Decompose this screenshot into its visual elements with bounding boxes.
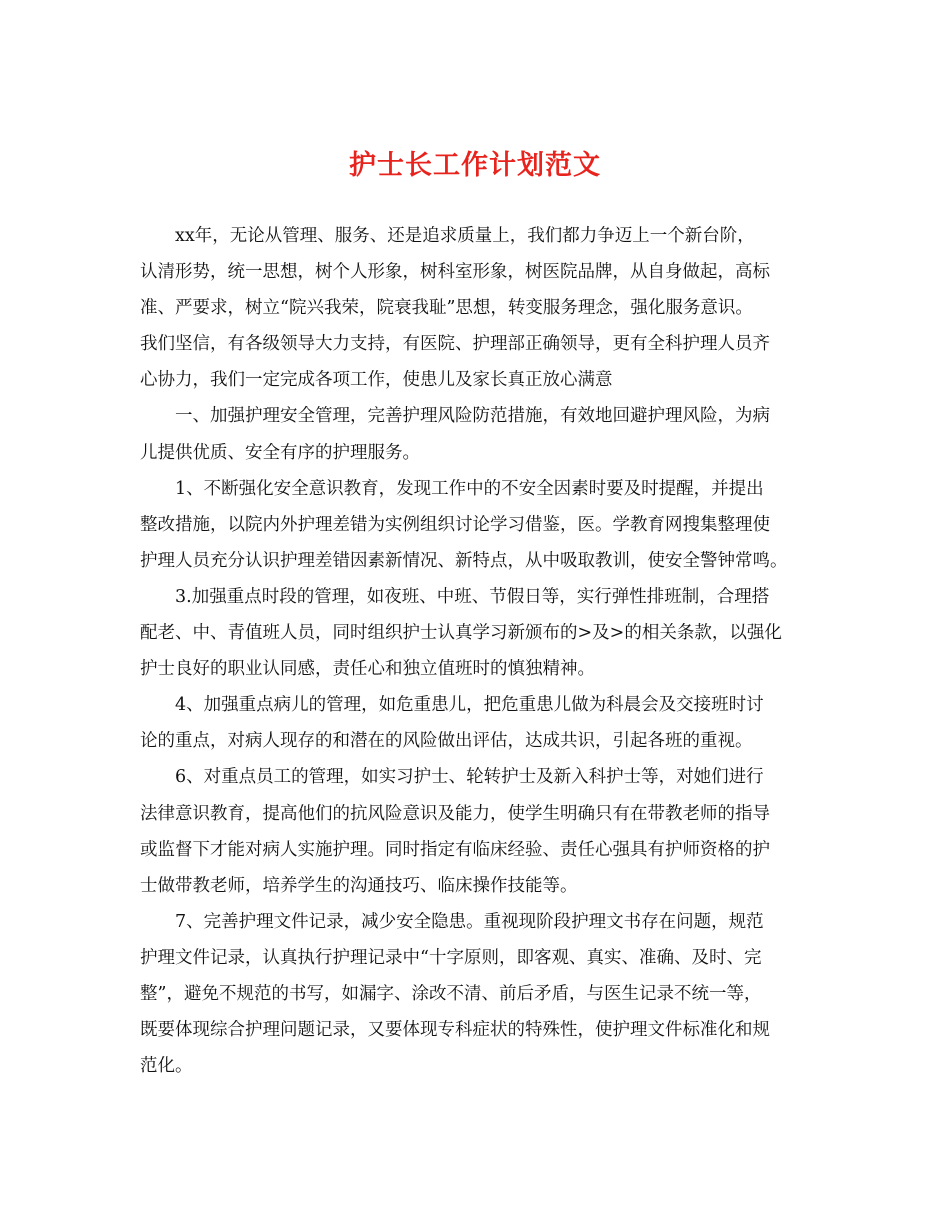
paragraph-line: 论的重点，对病人现存的和潜在的风险做出评估，达成共识，引起各班的重视。 — [140, 731, 753, 752]
paragraph-line: 准、严要求，树立“院兴我荣，院衰我耻”思想，转变服务理念，强化服务意识。 — [140, 298, 753, 319]
document-title: 护士长工作计划范文 — [349, 150, 601, 181]
paragraph-line: 儿提供优质、安全有序的护理服务。 — [140, 442, 420, 463]
paragraph — [140, 904, 812, 1084]
document-body — [140, 218, 812, 1084]
paragraph-line: 既要体现综合护理问题记录，又要体现专科症状的特殊性，使护理文件标准化和规 — [140, 1020, 770, 1041]
paragraph-line: 我们坚信，有各级领导大力支持，有医院、护理部正确领导，更有全科护理人员齐 — [140, 334, 770, 355]
paragraph-line: 法律意识教育，提高他们的抗风险意识及能力，使学生明确只有在带教老师的指导 — [140, 803, 770, 824]
paragraph — [140, 218, 812, 398]
paragraph-line: 护士良好的职业认同感，责任心和独立值班时的慎独精神。 — [140, 659, 595, 680]
paragraph-line: 1、不断强化安全意识教育，发现工作中的不安全因素时要及时提醒，并提出 — [175, 478, 764, 499]
paragraph-line: 认清形势，统一思想，树个人形象，树科室形象，树医院品牌，从自身做起，高标 — [140, 262, 770, 283]
paragraph-line: 6、对重点员工的管理，如实习护士、轮转护士及新入科护士等，对她们进行 — [175, 767, 764, 788]
paragraph-line: 护理人员充分认识护理差错因素新情况、新特点，从中吸取教训，使安全警钟常鸣。 — [140, 550, 788, 571]
paragraph-line: 范化。 — [140, 1056, 193, 1077]
paragraph — [140, 398, 812, 470]
paragraph — [140, 759, 812, 903]
paragraph — [140, 579, 812, 687]
paragraph-line: 或监督下才能对病人实施护理。同时指定有临床经验、责任心强具有护师资格的护 — [140, 839, 770, 860]
paragraph-line: 整”，避免不规范的书写，如漏字、涂改不清、前后矛盾，与医生记录不统一等， — [140, 983, 762, 1004]
paragraph-line: 一、加强护理安全管理，完善护理风险防范措施，有效地回避护理风险，为病 — [175, 406, 770, 427]
paragraph — [140, 687, 812, 759]
paragraph-line: 7、完善护理文件记录，减少安全隐患。重视现阶段护理文书存在问题，规范 — [175, 911, 764, 932]
paragraph — [140, 471, 812, 579]
paragraph-line: 配老、中、青值班人员，同时组织护士认真学习新颁布的>及>的相关条款，以强化 — [140, 623, 782, 644]
paragraph-line: xx年，无论从管理、服务、还是追求质量上，我们都力争迈上一个新台阶， — [175, 226, 755, 246]
paragraph-line: 心协力，我们一定完成各项工作，使患儿及家长真正放心满意 — [140, 370, 613, 391]
paragraph-line: 整改措施，以院内外护理差错为实例组织讨论学习借鉴，医。学教育网搜集整理使 — [140, 514, 770, 535]
paragraph-line: 3.加强重点时段的管理，如夜班、中班、节假日等，实行弹性排班制，合理搭 — [175, 586, 770, 607]
paragraph-line: 护理文件记录，认真执行护理记录中“十字原则，即客观、真实、准确、及时、完 — [140, 947, 762, 968]
paragraph-line: 4、加强重点病儿的管理，如危重患儿，把危重患儿做为科晨会及交接班时讨 — [175, 695, 764, 716]
paragraph-line: 士做带教老师，培养学生的沟通技巧、临床操作技能等。 — [140, 875, 578, 896]
